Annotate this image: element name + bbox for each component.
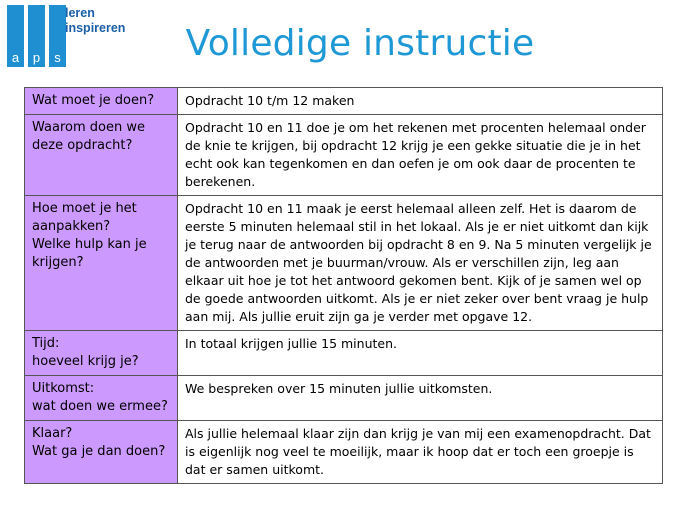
question-line: aanpakken? <box>32 219 111 234</box>
question-line: Welke hulp kan je <box>32 237 147 252</box>
answer-line: We bespreken over 15 minuten jullie uitkomsten. <box>185 381 493 396</box>
answer-cell <box>178 115 663 196</box>
table-row <box>25 115 663 196</box>
answer-line: je terug naar de antwoorden bij opdracht 8 en 9. Na 5 minuten vergelijk je <box>185 237 652 252</box>
answer-cell <box>178 196 663 331</box>
question-line: hoeveel krijg je? <box>32 354 139 369</box>
question-cell <box>25 196 178 331</box>
answer-line: elkaar uit hoe je tot het antwoord gekomen bent. Kijk of je samen wel op <box>185 273 642 288</box>
logo-tagline-line2: inspireren <box>65 21 126 35</box>
question-line: Wat moet je doen? <box>32 93 155 108</box>
answer-line: Opdracht 10 en 11 doe je om het rekenen met procenten helemaal onder <box>185 120 646 135</box>
answer-line: eerste 5 minuten helemaal stil in het lokaal. Als je er niet uitkomt dan kijk <box>185 219 649 234</box>
logo-letter-p: p <box>32 50 41 65</box>
question-cell <box>25 421 178 484</box>
answer-line: berekenen. <box>185 174 256 189</box>
answer-line: Als jullie helemaal klaar zijn dan krijg je van mij een examenopdracht. Dat <box>185 426 651 441</box>
table-row <box>25 88 663 115</box>
question-cell <box>25 115 178 196</box>
question-line: Klaar? <box>32 426 73 441</box>
answer-line: In totaal krijgen jullie 15 minuten. <box>185 336 397 351</box>
question-line: Wat ga je dan doen? <box>32 444 166 459</box>
answer-line: echt ook kan tegenkomen en dan oefen je om ook daar de procenten te <box>185 156 636 171</box>
page-title: Volledige instructie <box>185 23 535 64</box>
answer-line: dat er samen uitkomt. <box>185 462 324 477</box>
instruction-table <box>24 87 663 484</box>
table-row <box>25 376 663 421</box>
answer-cell <box>178 88 663 115</box>
question-cell <box>25 376 178 421</box>
answer-cell <box>178 331 663 376</box>
answer-cell <box>178 421 663 484</box>
answer-line: de antwoorden met je buurman/vrouw. Als er verschillen zijn, leg aan <box>185 255 619 270</box>
question-cell <box>25 331 178 376</box>
question-line: Uitkomst: <box>32 381 95 396</box>
table-row <box>25 331 663 376</box>
table-row <box>25 421 663 484</box>
logo-letter-s: s <box>54 50 61 65</box>
logo-letter-a: a <box>11 50 20 65</box>
question-line: Tijd: <box>32 336 60 351</box>
question-line: krijgen? <box>32 255 84 270</box>
question-cell <box>25 88 178 115</box>
answer-line: is eigenlijk nog veel te moeilijk, maar ik hoop dat er toch een groepje is <box>185 444 634 459</box>
question-line: Waarom doen we <box>32 120 145 135</box>
answer-line: Opdracht 10 t/m 12 maken <box>185 93 355 108</box>
table-row <box>25 196 663 331</box>
question-line: wat doen we ermee? <box>32 399 168 414</box>
answer-line: de goede antwoorden uitkomt. Als je er niet zeker over bent vraag je hulp <box>185 291 649 306</box>
question-line: deze opdracht? <box>32 138 133 153</box>
logo-tagline-line1: leren <box>65 6 95 20</box>
answer-line: Opdracht 10 en 11 maak je eerst helemaal alleen zelf. Het is daarom de <box>185 201 637 216</box>
answer-line: de knie te krijgen, bij opdracht 12 krijg je een gekke situatie die je in het <box>185 138 641 153</box>
answer-line: aan mij. Als jullie eruit zijn ga je verder met opgave 12. <box>185 309 533 324</box>
question-line: Hoe moet je het <box>32 201 137 216</box>
answer-cell <box>178 376 663 421</box>
